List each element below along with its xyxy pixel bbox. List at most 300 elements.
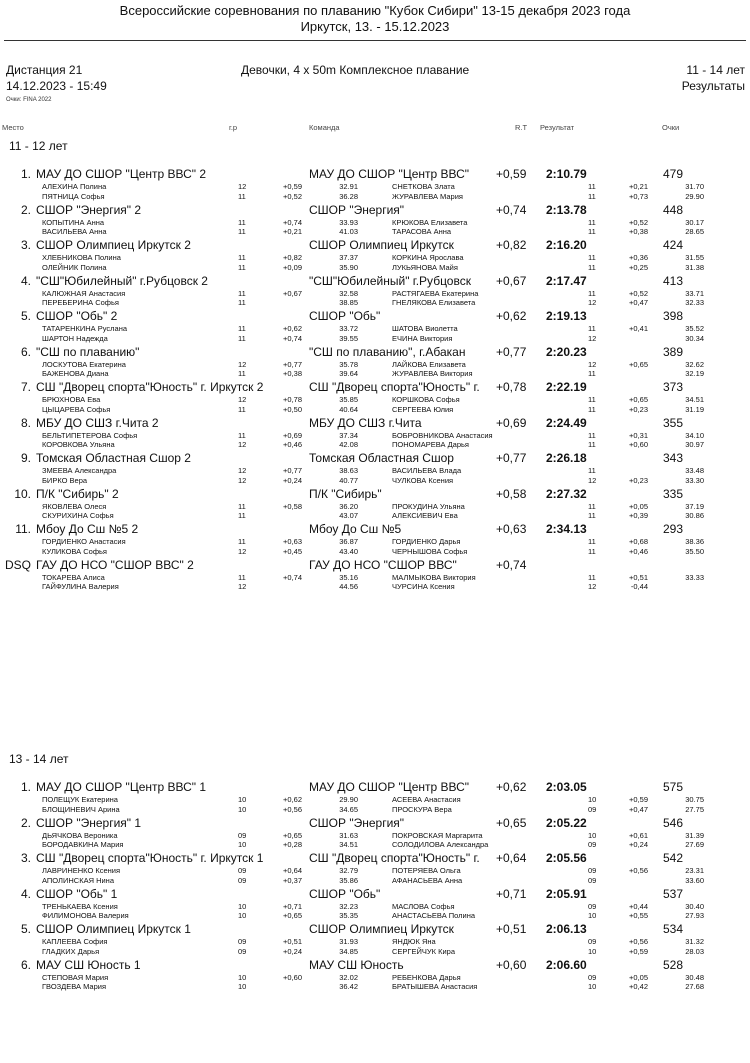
relay-team-name: СШОР "Обь" 2	[36, 309, 118, 323]
swimmer-year: 11	[588, 182, 596, 191]
swimmer-points: 31.55	[685, 253, 704, 262]
relay-points: 479	[663, 167, 684, 181]
swimmer-name: КРЮКОВА Елизавета	[392, 217, 468, 227]
col-points: Очки	[662, 123, 680, 132]
swimmer-name: БОБРОВНИКОВА Анастасия	[392, 430, 493, 440]
swimmer-split: 43.40	[339, 546, 358, 556]
relay-place: 6.	[20, 344, 31, 359]
swimmer-reaction: +0,71	[283, 901, 302, 911]
swimmer-points: 33.33	[685, 572, 704, 582]
swimmer-name: БАЖЕНОВА Диана	[42, 369, 109, 378]
relay-reaction-time: +0,78	[496, 380, 527, 394]
swimmer-split: 31.63	[339, 830, 358, 840]
swimmer-year: 12	[238, 182, 247, 191]
swimmer-year: 11	[238, 404, 246, 414]
swimmer-year: 10	[238, 795, 247, 804]
swimmer-reaction: +0,65	[629, 395, 648, 404]
swimmer-points: 30.97	[685, 440, 704, 449]
swimmer-reaction: +0,59	[283, 182, 302, 191]
swimmer-name: СТЕПОВАЯ Мария	[42, 972, 109, 982]
swimmer-reaction: +0,41	[629, 324, 648, 333]
swimmer-year: 11	[238, 262, 246, 272]
swimmer-split: 39.55	[339, 333, 358, 343]
swimmer-name: КОПЫТИНА Анна	[42, 217, 105, 227]
swimmer-year: 09	[238, 875, 247, 885]
swimmer-split: 37.34	[339, 430, 358, 440]
swimmer-year: 10	[238, 804, 247, 814]
relay-result-time: 2:06.13	[546, 922, 587, 936]
swimmer-reaction: +0,55	[629, 911, 648, 920]
swimmer-year: 10	[588, 982, 597, 991]
relay-club-name: СШОР "Энергия"	[309, 815, 405, 830]
swimmer-reaction: +0,82	[283, 253, 302, 262]
relay-place: 6.	[20, 957, 31, 972]
swimmer-year: 09	[238, 937, 247, 946]
relay-entry	[0, 203, 750, 237]
col-place: Место	[2, 123, 24, 132]
swimmer-name: ПЯТНИЦА Софья	[42, 191, 105, 201]
relay-result-time: 2:05.91	[546, 886, 587, 901]
swimmer-year: 11	[588, 191, 596, 201]
swimmer-name: ВАСИЛЬЕВА Анна	[42, 227, 107, 236]
relay-place: 7.	[20, 380, 31, 394]
swimmer-split: 35.85	[339, 395, 358, 404]
relay-team-name: СШ "Дворец спорта"Юность" г. Иркутск 2	[36, 380, 264, 394]
relay-entry	[0, 451, 750, 485]
swimmer-year: 11	[588, 395, 596, 404]
swimmer-split: 34.51	[339, 840, 358, 849]
relay-team-name: ГАУ ДО НСО "СШОР ВВС" 2	[36, 557, 194, 572]
relay-result-time: 2:03.05	[546, 780, 587, 794]
swimmer-split: 39.64	[339, 369, 358, 378]
swimmer-split: 32.58	[339, 288, 358, 298]
swimmer-split: 34.85	[339, 946, 358, 956]
swimmer-reaction: +0,46	[629, 546, 648, 556]
relay-team-name: МАУ ДО СШОР "Центр ВВС" 1	[36, 780, 207, 794]
swimmer-year: 10	[238, 972, 247, 982]
swimmer-reaction: +0,67	[283, 288, 302, 298]
swimmer-name: АНАСТАСЬЕВА Полина	[392, 911, 476, 920]
swimmer-name: АЛЕХИНА Полина	[42, 182, 107, 191]
swimmer-year: 11	[588, 217, 596, 227]
relay-entry	[0, 816, 750, 850]
relay-result-time: 2:26.18	[546, 451, 587, 465]
swimmer-reaction: +0,74	[283, 217, 302, 227]
relay-team-name: МАУ СШ Юность 1	[36, 957, 141, 972]
swimmer-split: 35.35	[339, 911, 358, 920]
swimmer-name: БИРКО Вера	[42, 475, 88, 485]
swimmer-reaction: +0,65	[283, 911, 302, 920]
swimmer-year: 11	[588, 501, 596, 511]
relay-result-time: 2:17.47	[546, 273, 587, 288]
relay-entry	[0, 958, 750, 992]
swimmer-name: ЛУКЬЯНОВА Майя	[392, 262, 458, 272]
swimmer-name: МАСЛОВА Софья	[392, 901, 455, 911]
swimmer-reaction: -0,44	[630, 582, 648, 591]
swimmer-reaction: +0,05	[629, 501, 648, 511]
swimmer-reaction: +0,36	[629, 253, 648, 262]
swimmer-split: 44.56	[339, 582, 358, 591]
swimmer-name: ШАРТОН Надежда	[42, 333, 108, 343]
swimmer-year: 11	[238, 191, 246, 201]
col-result: Результат	[540, 123, 575, 132]
swimmer-name: АЛЕКСИЕВИЧ Ева	[392, 511, 458, 520]
swimmer-points: 30.75	[685, 795, 704, 804]
swimmer-year: 10	[238, 911, 247, 920]
swimmer-name: КОРКИНА Ярослава	[392, 253, 464, 262]
swimmer-year: 11	[238, 253, 246, 262]
swimmer-split: 29.90	[339, 795, 358, 804]
relay-entry	[0, 238, 750, 272]
col-team: Команда	[309, 123, 340, 132]
swimmer-name: ЧУЛКОВА Ксения	[392, 475, 454, 485]
swimmer-points: 31.32	[685, 937, 704, 946]
relay-place: 1.	[20, 780, 31, 794]
relay-result-time: 2:10.79	[546, 167, 587, 181]
relay-club-name: МАУ ДО СШОР "Центр ВВС"	[309, 167, 470, 181]
swimmer-name: ЛОСКУТОВА Екатерина	[42, 359, 126, 369]
swimmer-reaction: +0,74	[283, 572, 302, 582]
swimmer-year: 10	[238, 901, 247, 911]
swimmer-reaction: +0,45	[283, 546, 302, 556]
swimmer-points: 30.86	[685, 511, 704, 520]
relay-points: 424	[663, 238, 684, 252]
swimmer-points: 27.75	[685, 804, 704, 814]
relay-entry	[0, 851, 750, 885]
relay-team-name: "СШ"Юбилейный" г.Рубцовск 2	[36, 273, 208, 288]
relay-reaction-time: +0,67	[496, 273, 527, 288]
relay-team-name: МАУ ДО СШОР "Центр ВВС" 2	[36, 167, 207, 181]
relay-place: 5.	[20, 922, 31, 936]
relay-result-time: 2:22.19	[546, 380, 587, 394]
swimmer-split: 40.77	[339, 475, 358, 485]
swimmer-reaction: +0,62	[283, 795, 302, 804]
relay-entry	[0, 887, 750, 921]
relay-reaction-time: +0,71	[496, 886, 527, 901]
swimmer-reaction: +0,73	[629, 191, 648, 201]
relay-points: 537	[663, 886, 684, 901]
relay-points: 355	[663, 415, 684, 430]
swimmer-name: БРАТЫШЕВА Анастасия	[392, 982, 478, 991]
swimmer-points: 32.33	[685, 298, 704, 307]
swimmer-points: 31.39	[685, 830, 704, 840]
swimmer-reaction: +0,56	[629, 937, 648, 946]
swimmer-reaction: +0,24	[629, 840, 648, 849]
swimmer-year: 11	[238, 324, 246, 333]
swimmer-year: 11	[588, 466, 596, 475]
swimmer-year: 11	[238, 217, 246, 227]
swimmer-reaction: +0,38	[283, 369, 302, 378]
relay-place: 2.	[20, 815, 31, 830]
swimmer-points: 38.36	[685, 537, 704, 546]
relay-place: 4.	[20, 886, 31, 901]
swimmer-name: КОРОВКОВА Ульяна	[42, 440, 115, 449]
relay-entry	[0, 309, 750, 343]
relay-club-name: СШОР "Обь"	[309, 886, 381, 901]
swimmer-name: ЗМЕЕВА Александра	[42, 466, 117, 475]
relay-entry	[0, 780, 750, 814]
swimmer-year: 11	[238, 333, 246, 343]
swimmer-name: СЕРГЕЙЧУК Кира	[392, 946, 455, 956]
swimmer-year: 11	[588, 430, 596, 440]
swimmer-year: 11	[588, 440, 596, 449]
swimmer-split: 36.28	[339, 191, 358, 201]
swimmer-points: 33.71	[685, 288, 704, 298]
swimmer-reaction: +0,28	[283, 840, 302, 849]
swimmer-split: 42.08	[339, 440, 358, 449]
swimmer-split: 35.16	[339, 572, 358, 582]
relay-entry	[0, 416, 750, 450]
swimmer-reaction: +0,65	[629, 359, 648, 369]
relay-reaction-time: +0,74	[496, 202, 527, 217]
swimmer-year: 12	[238, 582, 247, 591]
swimmer-name: ФИЛИМОНОВА Валерия	[42, 911, 129, 920]
swimmer-reaction: +0,44	[629, 901, 648, 911]
swimmer-year: 11	[588, 546, 596, 556]
swimmer-points: 31.19	[685, 404, 704, 414]
swimmer-split: 43.07	[339, 511, 358, 520]
swimmer-split: 33.93	[339, 217, 358, 227]
relay-entry	[0, 345, 750, 379]
relay-club-name: "СШ"Юбилейный" г.Рубцовск	[309, 273, 471, 288]
relay-result-time: 2:27.32	[546, 486, 587, 501]
relay-entry	[0, 558, 750, 592]
swimmer-year: 12	[238, 440, 247, 449]
relay-reaction-time: +0,77	[496, 344, 527, 359]
relay-points: 293	[663, 522, 684, 536]
swimmer-year: 12	[588, 333, 597, 343]
relay-place: 3.	[20, 238, 31, 252]
relay-result-time: 2:06.60	[546, 957, 587, 972]
relay-place: 8.	[20, 415, 31, 430]
col-year: г.р	[229, 123, 238, 132]
age-group-header: 13 - 14 лет	[9, 752, 69, 766]
swimmer-name: ПОНОМАРЕВА Дарья	[392, 440, 469, 449]
swimmer-year: 11	[588, 262, 596, 272]
relay-reaction-time: +0,62	[496, 780, 527, 794]
swimmer-name: ХЛЕБНИКОВА Полина	[42, 253, 121, 262]
swimmer-name: КОРШКОВА Софья	[392, 395, 460, 404]
swimmer-reaction: +0,62	[283, 324, 302, 333]
swimmer-name: ЦЫЦАРЕВА Софья	[42, 404, 111, 414]
relay-place: 2.	[20, 202, 31, 217]
relay-club-name: Томская Областная Сшор	[309, 451, 454, 465]
swimmer-year: 11	[588, 537, 596, 546]
relay-points: 546	[663, 815, 684, 830]
relay-result-time: 2:34.13	[546, 522, 587, 536]
relay-team-name: П/К "Сибирь" 2	[36, 486, 119, 501]
points-note: Очки: FINA 2022	[6, 97, 52, 103]
relay-result-time: 2:20.23	[546, 344, 587, 359]
swimmer-split: 31.93	[339, 937, 358, 946]
relay-club-name: "СШ по плаванию", г.Абакан	[309, 344, 466, 359]
swimmer-split: 38.63	[339, 466, 358, 475]
swimmer-name: ТРЕНЬКАЕВА Ксения	[42, 901, 118, 911]
relay-entry	[0, 522, 750, 556]
relay-points: 542	[663, 851, 684, 865]
swimmer-name: ПОТЕРЯЕВА Ольга	[392, 866, 461, 875]
age-group-header: 11 - 12 лет	[9, 139, 68, 153]
swimmer-name: ЧУРСИНА Ксения	[392, 582, 455, 591]
swimmer-name: ГЛАДКИХ Дарья	[42, 946, 100, 956]
swimmer-reaction: +0,61	[629, 830, 648, 840]
relay-team-name: СШ "Дворец спорта"Юность" г. Иркутск 1	[36, 851, 264, 865]
relay-club-name: СШОР Олимпиец Иркутск	[309, 922, 454, 936]
swimmer-reaction: +0,56	[283, 804, 302, 814]
swimmer-reaction: +0,69	[283, 430, 302, 440]
relay-place: 10.	[14, 486, 31, 501]
swimmer-name: СЕРГЕЕВА Юлия	[392, 404, 454, 414]
swimmer-year: 12	[238, 546, 247, 556]
swimmer-reaction: +0,24	[283, 946, 302, 956]
swimmer-name: МАЛМЫКОВА Виктория	[392, 572, 476, 582]
swimmer-year: 10	[238, 840, 247, 849]
relay-reaction-time: +0,64	[496, 851, 527, 865]
swimmer-points: 23.31	[685, 866, 704, 875]
relay-team-name: СШОР Олимпиец Иркутск 1	[36, 922, 191, 936]
relay-entry	[0, 487, 750, 521]
swimmer-name: ШАТОВА Виолетта	[392, 324, 458, 333]
swimmer-name: БРЮХНОВА Ева	[42, 395, 101, 404]
swimmer-reaction: +0,21	[629, 182, 648, 191]
relay-points: 534	[663, 922, 684, 936]
swimmer-year: 12	[238, 395, 247, 404]
swimmer-points: 27.93	[685, 911, 704, 920]
swimmer-year: 11	[238, 430, 246, 440]
swimmer-points: 30.40	[685, 901, 704, 911]
swimmer-reaction: +0,52	[629, 288, 648, 298]
relay-result-time: 2:05.56	[546, 851, 587, 865]
relay-place: DSQ	[4, 557, 31, 572]
results-label: Результаты	[681, 79, 745, 93]
swimmer-reaction: +0,24	[283, 475, 302, 485]
swimmer-reaction: +0,77	[283, 359, 302, 369]
swimmer-points: 34.51	[685, 395, 704, 404]
age-range: 11 - 14 лет	[686, 63, 745, 77]
swimmer-points: 30.17	[685, 217, 704, 227]
swimmer-year: 11	[238, 227, 246, 236]
swimmer-year: 09	[588, 972, 597, 982]
relay-reaction-time: +0,82	[496, 238, 527, 252]
relay-place: 11.	[15, 522, 31, 536]
swimmer-split: 33.72	[339, 324, 358, 333]
relay-place: 9.	[20, 451, 31, 465]
header-divider	[4, 40, 746, 41]
relay-points: 389	[663, 344, 684, 359]
swimmer-name: БОРОДАВКИНА Мария	[42, 840, 124, 849]
swimmer-points: 28.65	[685, 227, 704, 236]
swimmer-points: 31.38	[685, 262, 704, 272]
swimmer-reaction: +0,31	[629, 430, 648, 440]
swimmer-name: СОЛОДИЛОВА Александра	[392, 840, 489, 849]
swimmer-year: 09	[238, 946, 247, 956]
swimmer-reaction: +0,47	[629, 298, 648, 307]
swimmer-split: 32.23	[339, 901, 358, 911]
swimmer-reaction: +0,59	[629, 946, 648, 956]
swimmer-reaction: +0,39	[629, 511, 648, 520]
swimmer-points: 33.30	[685, 475, 704, 485]
relay-club-name: СШОР "Обь"	[309, 309, 381, 323]
swimmer-year: 09	[588, 866, 597, 875]
swimmer-year: 11	[238, 369, 246, 378]
relay-entry	[0, 274, 750, 308]
swimmer-year: 12	[238, 466, 247, 475]
relay-points: 335	[663, 486, 684, 501]
relay-club-name: П/К "Сибирь"	[309, 486, 382, 501]
swimmer-points: 35.52	[685, 324, 704, 333]
swimmer-split: 41.03	[339, 227, 358, 236]
swimmer-year: 12	[588, 582, 597, 591]
swimmer-points: 33.60	[685, 875, 704, 885]
relay-points: 575	[663, 780, 684, 794]
relay-team-name: Мбоу До Сш №5 2	[36, 522, 139, 536]
swimmer-name: КАЛЮЖНАЯ Анастасия	[42, 288, 126, 298]
swimmer-name: ПЕРЕБЕРИНА Софья	[42, 298, 119, 307]
swimmer-year: 12	[238, 475, 247, 485]
swimmer-points: 31.70	[685, 182, 704, 191]
swimmer-year: 11	[238, 572, 246, 582]
relay-team-name: СШОР "Энергия" 2	[36, 202, 142, 217]
swimmer-name: ПРОКУДИНА Ульяна	[392, 501, 465, 511]
swimmer-name: РЕБЕНКОВА Дарья	[392, 972, 461, 982]
relay-points: 413	[663, 273, 684, 288]
swimmer-year: 11	[588, 253, 596, 262]
swimmer-split: 32.91	[339, 182, 358, 191]
swimmer-name: СНЕТКОВА Злата	[392, 182, 455, 191]
swimmer-points: 28.03	[685, 946, 704, 956]
relay-club-name: СШОР "Энергия"	[309, 202, 405, 217]
swimmer-name: ТОКАРЕВА Алиса	[42, 572, 105, 582]
relay-reaction-time: +0,51	[496, 922, 527, 936]
relay-team-name: СШОР Олимпиец Иркутск 2	[36, 238, 191, 252]
relay-result-time: 2:05.22	[546, 815, 587, 830]
swimmer-year: 09	[588, 804, 597, 814]
swimmer-split: 35.90	[339, 262, 358, 272]
swimmer-name: ДЬЯЧКОВА Вероника	[42, 830, 118, 840]
relay-place: 5.	[20, 309, 31, 323]
swimmer-year: 10	[588, 830, 597, 840]
swimmer-year: 11	[238, 501, 246, 511]
swimmer-points: 33.48	[685, 466, 704, 475]
swimmer-year: 09	[238, 830, 247, 840]
swimmer-split: 36.20	[339, 501, 358, 511]
relay-team-name: "СШ по плаванию"	[36, 344, 140, 359]
relay-club-name: СШОР Олимпиец Иркутск	[309, 238, 454, 252]
swimmer-reaction: +0,58	[283, 501, 302, 511]
relay-club-name: ГАУ ДО НСО "СШОР ВВС"	[309, 557, 457, 572]
swimmer-year: 10	[588, 795, 597, 804]
swimmer-reaction: +0,42	[629, 982, 648, 991]
swimmer-name: ПРОСКУРА Вера	[392, 804, 452, 814]
swimmer-points: 30.34	[685, 333, 704, 343]
relay-entry	[0, 167, 750, 201]
swimmer-name: ТАТАРЕНКИНА Руслана	[42, 324, 128, 333]
swimmer-reaction: +0,38	[629, 227, 648, 236]
swimmer-reaction: +0,78	[283, 395, 302, 404]
swimmer-reaction: +0,77	[283, 466, 302, 475]
swimmer-reaction: +0,05	[629, 972, 648, 982]
swimmer-year: 12	[588, 298, 597, 307]
document-title: Всероссийские соревнования по плаванию "Кубок Сибири" 13-15 декабря 2023 года	[119, 3, 631, 18]
swimmer-points: 27.69	[685, 840, 704, 849]
swimmer-year: 09	[588, 875, 597, 885]
swimmer-year: 10	[588, 911, 597, 920]
swimmer-name: АФАНАСЬЕВА Анна	[392, 875, 463, 885]
relay-entry	[0, 922, 750, 956]
swimmer-year: 11	[238, 537, 246, 546]
swimmer-year: 11	[238, 288, 246, 298]
swimmer-name: ПОЛЕЩУК Екатерина	[42, 795, 118, 804]
